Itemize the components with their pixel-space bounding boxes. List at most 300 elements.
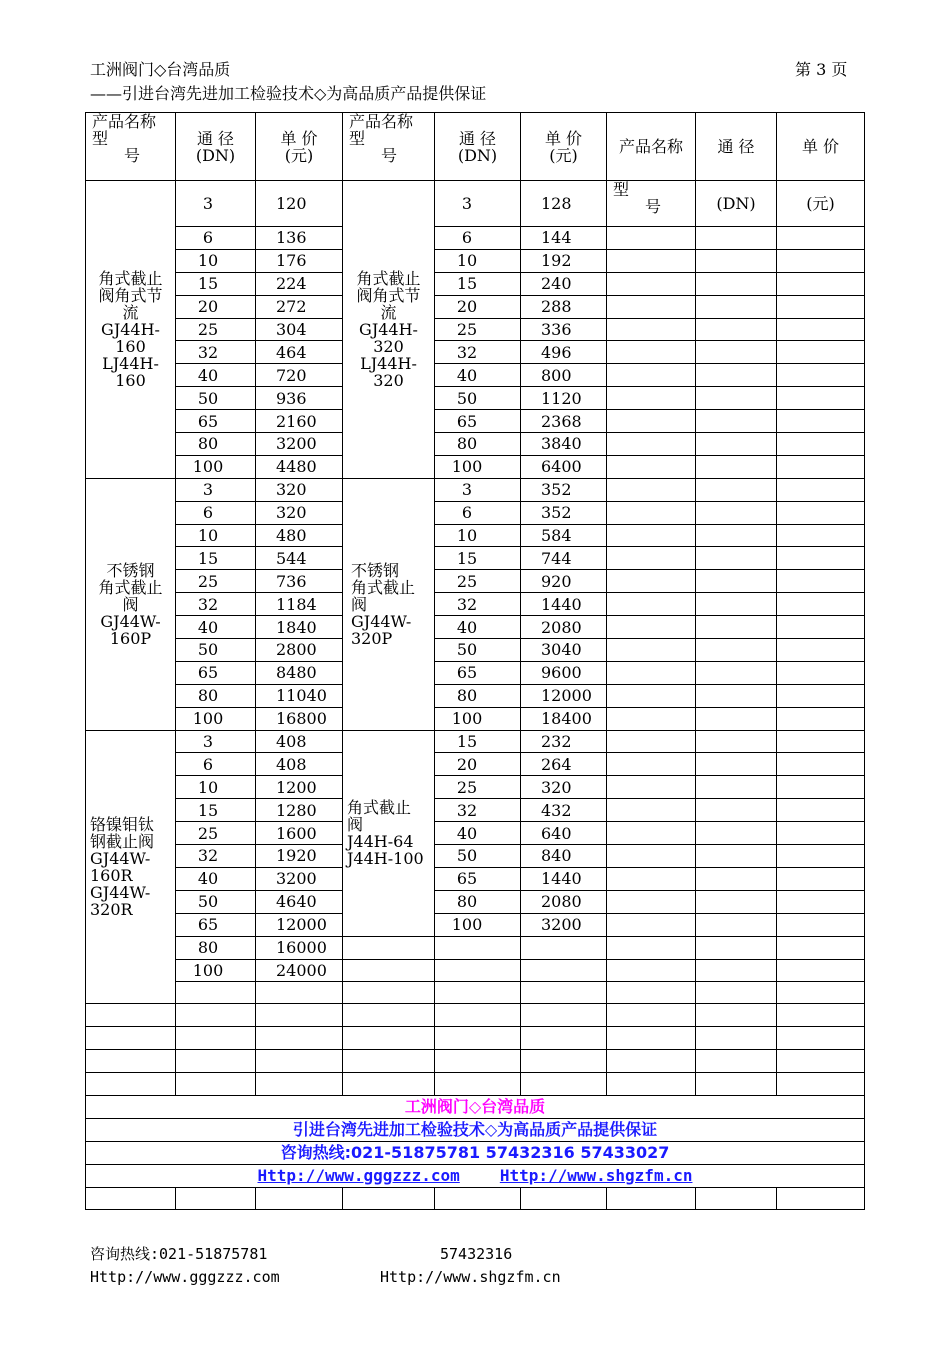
header-company: 工洲阀门◇台湾品质 — [90, 60, 231, 79]
price-cell: 144 — [521, 227, 607, 250]
price-cell: 840 — [521, 845, 607, 868]
empty-cell — [176, 1073, 256, 1096]
header-name-3: 产品名称 — [607, 113, 696, 181]
empty-cell — [607, 661, 696, 684]
empty-cell — [696, 341, 777, 364]
empty-cell — [607, 639, 696, 662]
bottom-phone: 57432316 — [440, 1245, 513, 1263]
empty-cell — [176, 1004, 256, 1027]
footer-hotline: 咨询热线:021-51875781 57432316 57433027 — [280, 1143, 670, 1163]
dn-value: 20 — [456, 754, 478, 774]
product-name-line: GJ44H- — [101, 319, 160, 339]
dn-value: 25 — [197, 823, 219, 843]
price-cell: 1600 — [256, 822, 343, 845]
empty-cell — [696, 295, 777, 318]
dn-value: 50 — [456, 388, 478, 408]
col3-model-line1: 型 — [613, 180, 630, 199]
empty-cell — [607, 1004, 696, 1027]
dn-cell — [176, 570, 256, 593]
dn-value: 40 — [197, 869, 219, 889]
price-cell — [521, 936, 607, 959]
empty-cell — [607, 433, 696, 456]
table-row — [86, 707, 865, 730]
empty-cell — [777, 227, 865, 250]
empty-cell — [777, 570, 865, 593]
price-cell: 480 — [256, 524, 343, 547]
price-cell: 936 — [256, 387, 343, 410]
table-row — [86, 387, 865, 410]
product-name-right — [343, 478, 435, 730]
dn-value: 32 — [197, 342, 219, 362]
dn-cell — [435, 410, 521, 433]
table-row — [86, 501, 865, 524]
empty-cell — [777, 684, 865, 707]
dn-cell — [176, 433, 256, 456]
empty-cell — [607, 272, 696, 295]
dn-cell — [176, 593, 256, 616]
table-row — [86, 639, 865, 662]
empty-cell — [607, 959, 696, 982]
product-name-line: GJ44W- — [90, 882, 151, 902]
price-cell: 3200 — [521, 913, 607, 936]
header-dn-line1: 通 径 — [458, 128, 497, 148]
empty-cell — [607, 249, 696, 272]
price-cell: 16000 — [256, 936, 343, 959]
empty-cell — [777, 524, 865, 547]
product-name-line: 钢截止阀 — [90, 831, 155, 851]
footer-row — [86, 1118, 865, 1141]
empty-cell — [607, 845, 696, 868]
dn-value: 80 — [197, 938, 219, 958]
empty-cell — [777, 410, 865, 433]
dn-value: 80 — [456, 892, 478, 912]
empty-cell — [256, 1004, 343, 1027]
empty-cell — [607, 707, 696, 730]
empty-cell — [607, 867, 696, 890]
dn-cell — [435, 936, 521, 959]
table-row — [86, 616, 865, 639]
price-cell: 1840 — [256, 616, 343, 639]
table-row — [86, 867, 865, 890]
table-row — [86, 684, 865, 707]
dn-value: 15 — [197, 800, 219, 820]
table-row — [86, 181, 865, 227]
empty-cell — [696, 547, 777, 570]
dn-value: 10 — [456, 526, 478, 546]
col3-model-line2: 号 — [645, 197, 662, 216]
empty-cell — [256, 982, 343, 1004]
price-cell: 2800 — [256, 639, 343, 662]
empty-cell — [176, 1187, 256, 1209]
price-cell: 232 — [521, 730, 607, 753]
dn-cell — [435, 959, 521, 982]
header-model-line3: 号 — [381, 146, 398, 165]
product-name-line: 角式截止 — [347, 798, 412, 818]
dn-cell — [435, 776, 521, 799]
dn-value: 100 — [451, 915, 483, 935]
product-name-line: GJ44W- — [90, 848, 151, 868]
dn-value: 20 — [456, 297, 478, 317]
empty-cell — [435, 1004, 521, 1027]
table-row — [86, 845, 865, 868]
dn-cell — [435, 913, 521, 936]
empty-cell — [607, 227, 696, 250]
header-model-line2: 型 — [92, 129, 109, 148]
footer-line-3 — [86, 1141, 865, 1164]
dn-value: 65 — [197, 915, 219, 935]
dn-cell — [435, 181, 521, 227]
product-name-left — [86, 181, 176, 479]
price-cell: 1280 — [256, 799, 343, 822]
dn-cell — [435, 661, 521, 684]
empty-cell — [777, 341, 865, 364]
table-row — [86, 822, 865, 845]
dn-cell — [435, 501, 521, 524]
empty-cell — [777, 455, 865, 478]
price-cell: 1200 — [256, 776, 343, 799]
empty-cell — [696, 318, 777, 341]
empty-cell — [607, 547, 696, 570]
price-cell: 1184 — [256, 593, 343, 616]
dn-value: 6 — [202, 503, 214, 523]
price-cell: 744 — [521, 547, 607, 570]
empty-cell — [777, 593, 865, 616]
dn-cell — [176, 936, 256, 959]
price-cell: 120 — [256, 181, 343, 227]
dn-cell — [176, 730, 256, 753]
dn-value: 25 — [456, 777, 478, 797]
header-model-line1: 产品名称 — [92, 112, 157, 131]
empty-cell — [343, 1050, 435, 1073]
empty-cell — [696, 822, 777, 845]
price-cell: 320 — [256, 478, 343, 501]
empty-cell — [607, 1050, 696, 1073]
footer-row — [86, 1164, 865, 1187]
price-cell: 3040 — [521, 639, 607, 662]
empty-cell — [607, 776, 696, 799]
dn-cell — [435, 387, 521, 410]
dn-value: 40 — [197, 617, 219, 637]
footer-row — [86, 1095, 865, 1118]
dn-cell — [435, 364, 521, 387]
product-name-line: LJ44H- — [360, 353, 417, 373]
product-name-line: 320R — [90, 899, 133, 919]
empty-cell — [696, 661, 777, 684]
table-row — [86, 547, 865, 570]
table-row — [86, 982, 865, 1004]
empty-cell — [176, 982, 256, 1004]
empty-cell — [607, 524, 696, 547]
price-cell: 176 — [256, 249, 343, 272]
empty-cell — [777, 913, 865, 936]
table-row — [86, 364, 865, 387]
dn-cell — [435, 272, 521, 295]
product-name-line: 不锈钢 — [106, 560, 155, 580]
dn-cell — [435, 433, 521, 456]
empty-cell — [696, 867, 777, 890]
table-row — [86, 455, 865, 478]
header-model-right — [343, 113, 435, 181]
dn-cell — [176, 455, 256, 478]
dn-value: 80 — [456, 686, 478, 706]
product-name-right — [343, 730, 435, 936]
dn-cell — [435, 707, 521, 730]
empty-cell — [777, 959, 865, 982]
product-name-line: J44H-64 — [347, 832, 414, 852]
empty-cell — [777, 478, 865, 501]
dn-cell — [176, 913, 256, 936]
empty-cell — [607, 936, 696, 959]
dn-cell — [176, 387, 256, 410]
product-name-line: 阀 — [347, 815, 364, 835]
price-cell: 496 — [521, 341, 607, 364]
empty-cell — [696, 890, 777, 913]
header-price-line2: (元) — [549, 145, 578, 165]
product-name-line: 320 — [373, 336, 404, 356]
dn-cell — [435, 867, 521, 890]
empty-cell — [777, 936, 865, 959]
empty-cell — [607, 341, 696, 364]
header-price-left — [256, 113, 343, 181]
product-name-left — [86, 730, 176, 1004]
empty-cell — [607, 799, 696, 822]
dn-value: 32 — [197, 846, 219, 866]
empty-cell — [696, 455, 777, 478]
empty-cell — [696, 524, 777, 547]
empty-cell — [607, 318, 696, 341]
price-cell: 136 — [256, 227, 343, 250]
dn-cell — [435, 753, 521, 776]
table-row — [86, 799, 865, 822]
product-name-line: 320P — [351, 628, 393, 648]
empty-cell — [696, 387, 777, 410]
dn-value: 3 — [461, 480, 473, 500]
dn-value: 32 — [456, 800, 478, 820]
price-cell: 8480 — [256, 661, 343, 684]
table-row — [86, 1050, 865, 1073]
empty-cell — [607, 982, 696, 1004]
empty-cell — [343, 1027, 435, 1050]
footer-company: 工洲阀门◇台湾品质 — [404, 1097, 546, 1117]
price-cell: 288 — [521, 295, 607, 318]
empty-cell — [343, 1187, 435, 1209]
dn-value: 80 — [456, 434, 478, 454]
dn-value: 3 — [461, 194, 473, 213]
price-cell: 224 — [256, 272, 343, 295]
empty-cell — [696, 639, 777, 662]
dn-value: 50 — [197, 388, 219, 408]
dn-value: 100 — [192, 709, 224, 729]
dn-value: 15 — [456, 548, 478, 568]
empty-cell — [256, 1073, 343, 1096]
dn-cell — [176, 181, 256, 227]
empty-cell — [777, 982, 865, 1004]
product-name-line: 阀 — [122, 594, 139, 614]
empty-cell — [343, 1004, 435, 1027]
empty-cell — [176, 1050, 256, 1073]
empty-cell — [607, 753, 696, 776]
bottom-url-1[interactable]: Http://www.gggzzz.com — [90, 1268, 280, 1286]
empty-cell — [607, 410, 696, 433]
table-row — [86, 227, 865, 250]
dn-cell — [435, 845, 521, 868]
dn-value: 80 — [197, 434, 219, 454]
price-cell: 272 — [256, 295, 343, 318]
price-cell: 24000 — [256, 959, 343, 982]
empty-cell — [696, 707, 777, 730]
header-model-line3: 号 — [124, 146, 141, 165]
product-name-line: 流 — [122, 302, 139, 322]
price-cell: 4480 — [256, 455, 343, 478]
header-model-line2: 型 — [349, 129, 366, 148]
price-cell: 464 — [256, 341, 343, 364]
dn-cell — [176, 501, 256, 524]
empty-cell — [435, 1073, 521, 1096]
empty-cell — [696, 410, 777, 433]
table-row — [86, 1004, 865, 1027]
dn-value: 32 — [197, 594, 219, 614]
table-row — [86, 341, 865, 364]
dn-value: 10 — [197, 777, 219, 797]
table-row — [86, 890, 865, 913]
dn-cell — [435, 570, 521, 593]
table-row — [86, 249, 865, 272]
dn-value: 50 — [197, 892, 219, 912]
price-cell: 240 — [521, 272, 607, 295]
footer-slogan: 引进台湾先进加工检验技术◇为高品质产品提供保证 — [292, 1120, 658, 1140]
empty-cell — [696, 936, 777, 959]
dn-value: 15 — [456, 274, 478, 294]
empty-cell — [696, 249, 777, 272]
footer-url-1[interactable]: Http://www.gggzzz.com — [257, 1166, 460, 1186]
price-cell: 320 — [256, 501, 343, 524]
empty-cell — [777, 249, 865, 272]
empty-cell — [607, 730, 696, 753]
price-cell: 12000 — [256, 913, 343, 936]
dn-cell — [176, 524, 256, 547]
footer-line-4 — [86, 1164, 865, 1187]
dn-cell — [176, 227, 256, 250]
table-row — [86, 730, 865, 753]
dn-value: 3 — [202, 480, 214, 500]
dn-value: 25 — [197, 320, 219, 339]
empty-cell — [607, 387, 696, 410]
dn-value: 6 — [202, 754, 214, 774]
dn-cell — [176, 707, 256, 730]
dn-value: 40 — [197, 365, 219, 385]
price-cell: 800 — [521, 364, 607, 387]
footer-line-1 — [86, 1095, 865, 1118]
empty-cell — [521, 1187, 607, 1209]
dn-value: 25 — [456, 320, 478, 339]
dn-cell — [435, 593, 521, 616]
empty-cell — [343, 959, 435, 982]
product-name-line: 160 — [115, 370, 146, 390]
header-dn-line2: (DN) — [195, 145, 236, 165]
empty-cell — [777, 776, 865, 799]
empty-cell — [607, 593, 696, 616]
empty-cell — [777, 1027, 865, 1050]
dn-value: 100 — [192, 960, 224, 980]
footer-url-2[interactable]: Http://www.shgzfm.cn — [499, 1166, 693, 1186]
empty-cell — [696, 753, 777, 776]
empty-cell — [777, 1073, 865, 1096]
product-name-line: 160 — [115, 336, 146, 356]
dn-cell — [435, 524, 521, 547]
price-cell: 352 — [521, 501, 607, 524]
empty-cell — [777, 1187, 865, 1209]
empty-cell — [696, 364, 777, 387]
dn-cell — [176, 867, 256, 890]
empty-cell — [607, 501, 696, 524]
table-row — [86, 936, 865, 959]
empty-cell — [777, 799, 865, 822]
empty-cell — [777, 387, 865, 410]
dn-value: 15 — [197, 548, 219, 568]
empty-cell — [777, 1050, 865, 1073]
price-cell: 920 — [521, 570, 607, 593]
dn-cell — [176, 639, 256, 662]
header-price-right — [521, 113, 607, 181]
product-name-line: 不锈钢 — [351, 560, 400, 580]
dn-cell — [435, 455, 521, 478]
dn-cell — [435, 822, 521, 845]
product-name-line: 160P — [109, 628, 152, 648]
empty-cell — [86, 1073, 176, 1096]
table-row — [86, 959, 865, 982]
dn-value: 15 — [456, 732, 478, 752]
empty-cell — [696, 845, 777, 868]
dn-value: 40 — [456, 365, 478, 385]
empty-cell — [521, 1050, 607, 1073]
dn-value: 20 — [197, 297, 219, 317]
dn-cell — [176, 410, 256, 433]
dn-cell — [435, 684, 521, 707]
empty-cell — [696, 433, 777, 456]
product-name-line: 铬镍钼钛 — [90, 814, 155, 834]
dn-cell — [176, 318, 256, 341]
price-cell: 3840 — [521, 433, 607, 456]
dn-value: 25 — [456, 571, 478, 591]
empty-cell — [607, 684, 696, 707]
empty-cell — [607, 913, 696, 936]
empty-cell — [256, 1027, 343, 1050]
table-row — [86, 1073, 865, 1096]
empty-cell — [696, 1050, 777, 1073]
bottom-url-2[interactable]: Http://www.shgzfm.cn — [380, 1268, 561, 1286]
price-cell: 2368 — [521, 410, 607, 433]
dn-cell — [435, 730, 521, 753]
product-name-line: 阀角式节 — [98, 285, 163, 305]
price-cell: 12000 — [521, 684, 607, 707]
empty-cell — [607, 364, 696, 387]
dn-value: 65 — [197, 663, 219, 683]
dn-cell — [435, 616, 521, 639]
dn-value: 10 — [197, 251, 219, 271]
dn-value: 65 — [456, 663, 478, 683]
dn-value: 10 — [456, 251, 478, 271]
empty-cell — [607, 570, 696, 593]
header-row — [86, 113, 865, 181]
dn-value: 25 — [197, 571, 219, 591]
dn-value: 100 — [451, 457, 483, 477]
dn-cell — [435, 547, 521, 570]
empty-cell — [86, 1027, 176, 1050]
empty-cell — [777, 295, 865, 318]
product-name-line: 阀 — [351, 594, 368, 614]
empty-cell — [696, 593, 777, 616]
empty-cell — [86, 1050, 176, 1073]
